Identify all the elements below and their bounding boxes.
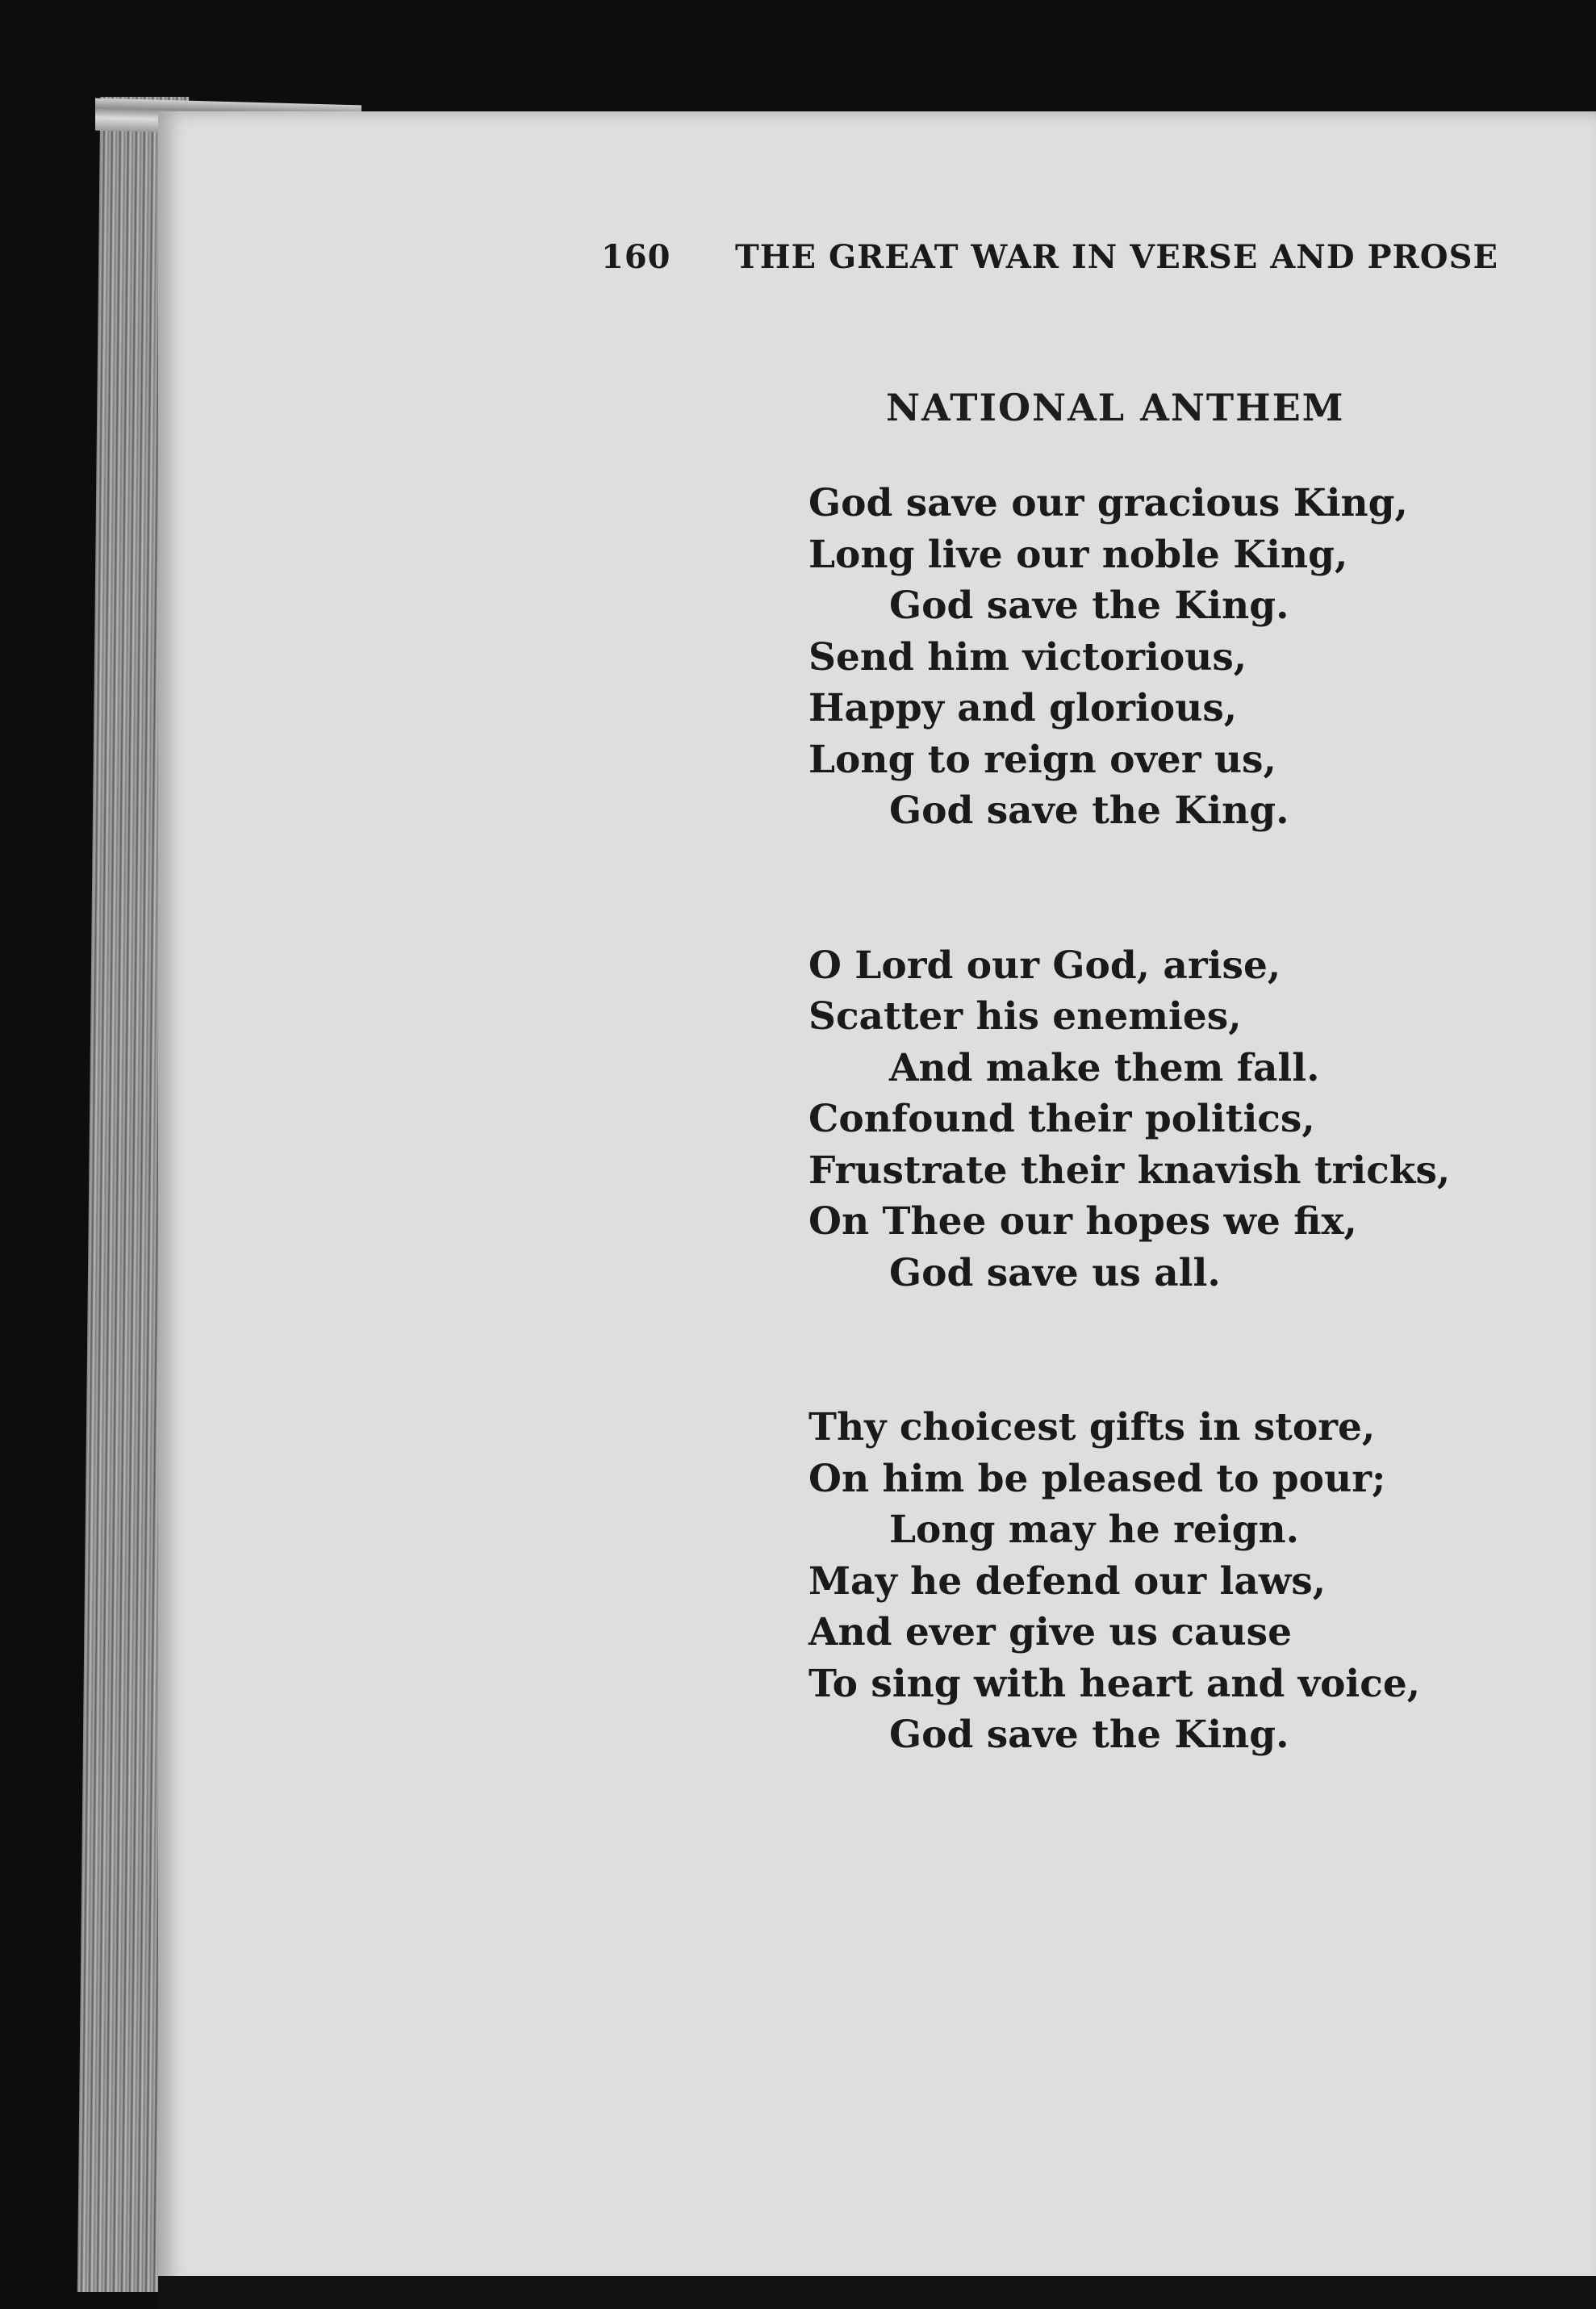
poem-line: God save our gracious King,: [808, 481, 1408, 525]
poem-line: Thy choicest gifts in store,: [808, 1405, 1376, 1449]
page-bottom-shadow: [158, 2276, 1596, 2309]
poem-body: [808, 478, 1454, 1864]
poem-line: Happy and glorious,: [808, 686, 1238, 730]
poem-refrain-line: And make them fall.: [889, 1045, 1320, 1090]
poem-line: Send him victorious,: [808, 634, 1247, 680]
poem-title: NATIONAL ANTHEM: [886, 386, 1345, 429]
poem-refrain-line: God save the King.: [889, 1713, 1289, 1757]
poem-line: To sing with heart and voice,: [808, 1661, 1421, 1706]
poem-line: Frustrate their knavish tricks,: [808, 1148, 1451, 1193]
stanza-1: [808, 478, 1454, 837]
poem-line: On him be pleased to pour;: [808, 1456, 1386, 1501]
poem-line: Scatter his enemies,: [808, 994, 1242, 1039]
poem-line: O Lord our God, arise,: [808, 943, 1281, 988]
page-number: 160: [601, 238, 671, 276]
poem-refrain-line: God save us all.: [889, 1250, 1221, 1295]
running-title: THE GREAT WAR IN VERSE AND PROSE: [735, 238, 1498, 276]
poem-line: May he defend our laws,: [808, 1558, 1327, 1604]
poem-refrain-line: Long may he reign.: [889, 1508, 1300, 1552]
stanza-2: [808, 940, 1454, 1299]
poem-line: Long live our noble King,: [808, 532, 1348, 577]
stanza-3: [808, 1402, 1454, 1761]
poem-line: Confound their politics,: [808, 1097, 1315, 1141]
poem-line: On Thee our hopes we fix,: [808, 1199, 1357, 1244]
poem-refrain-line: God save the King.: [889, 584, 1289, 628]
poem-line: Long to reign over us,: [808, 737, 1276, 782]
poem-line: And ever give us cause: [808, 1610, 1292, 1654]
poem-refrain-line: God save the King.: [889, 788, 1289, 833]
